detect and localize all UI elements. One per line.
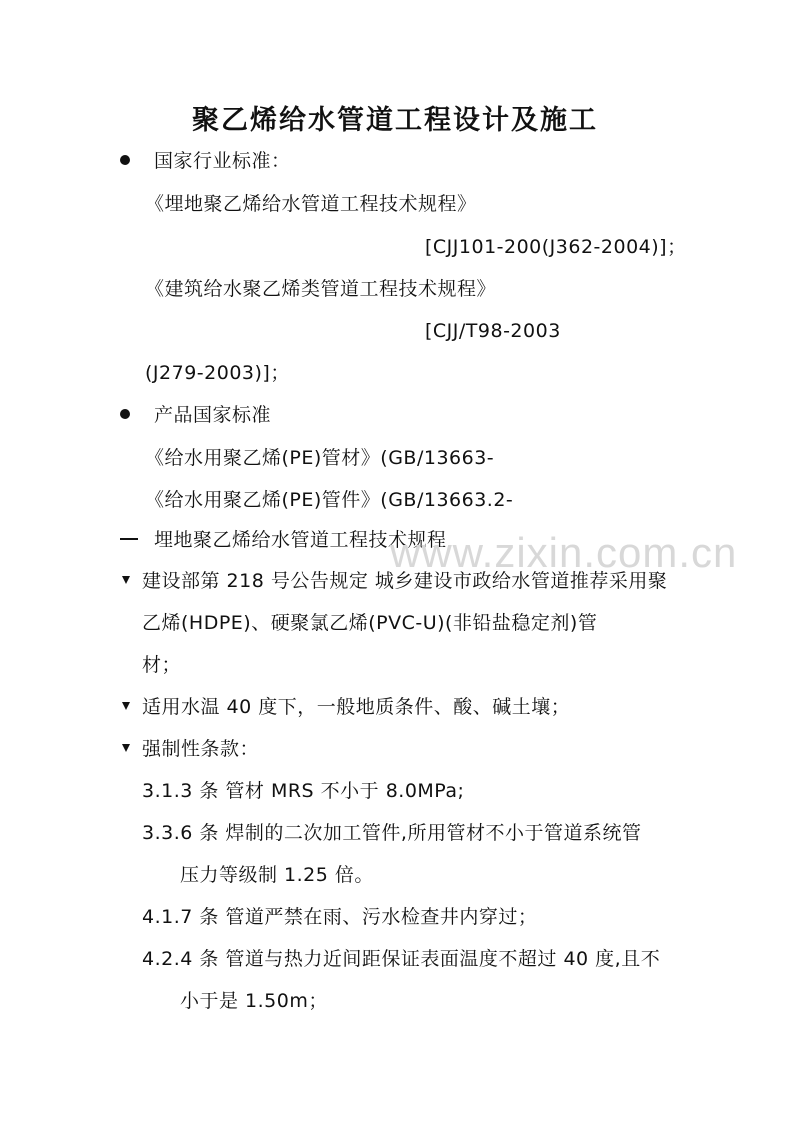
list-item bbox=[122, 736, 259, 762]
list-item-text: 建设部第 218 号公告规定 城乡建设市政给水管道推荐采用聚 bbox=[142, 570, 668, 592]
clause: 3.1.3 条 管材 MRS 不小于 8.0MPa; bbox=[142, 780, 465, 802]
list-item-text: 强制性条款： bbox=[142, 738, 260, 760]
clause: 4.2.4 条 管道与热力近间距保证表面温度不超过 40 度,且不 bbox=[142, 948, 661, 970]
bullet-product-standards bbox=[120, 402, 271, 428]
bullet-label: 国家行业标准： bbox=[154, 150, 291, 172]
watermark: www.zixin.com.cn bbox=[390, 529, 738, 576]
standard-code: [CJJ101-200(J362-2004)]； bbox=[425, 236, 687, 258]
product-standard: 《给水用聚乙烯(PE)管件》(GB/13663.2- bbox=[145, 489, 514, 511]
clause: 3.3.6 条 焊制的二次加工管件,所用管材不小于管道系统管 bbox=[142, 822, 642, 844]
page-title: 聚乙烯给水管道工程设计及施工 bbox=[192, 105, 598, 136]
bullet-label: 产品国家标准 bbox=[154, 404, 272, 426]
triangle-bullet-icon bbox=[122, 576, 130, 584]
list-item bbox=[122, 694, 570, 720]
bullet-dot-icon bbox=[120, 409, 130, 419]
bullet-national-standards bbox=[120, 148, 291, 174]
standard-name: 《建筑给水聚乙烯类管道工程技术规程》 bbox=[145, 278, 497, 300]
product-standard: 《给水用聚乙烯(PE)管材》(GB/13663- bbox=[145, 447, 495, 469]
section-heading-text: 埋地聚乙烯给水管道工程技术规程 bbox=[154, 529, 447, 551]
bullet-dot-icon bbox=[120, 155, 130, 165]
clause-continued: 小于是 1.50m； bbox=[180, 990, 328, 1012]
list-item-continued: 乙烯(HDPE)、硬聚氯乙烯(PVC-U)(非铅盐稳定剂)管 bbox=[142, 612, 598, 634]
list-item-text: 适用水温 40 度下，一般地质条件、酸、碱土壤； bbox=[142, 696, 571, 718]
standard-code: [CJJ/T98-2003 bbox=[425, 320, 561, 342]
list-item-continued: 材； bbox=[142, 654, 182, 676]
clause-continued: 压力等级制 1.25 倍。 bbox=[180, 864, 374, 886]
triangle-bullet-icon bbox=[122, 744, 130, 752]
dash-icon bbox=[120, 538, 138, 540]
triangle-bullet-icon bbox=[122, 702, 130, 710]
clause: 4.1.7 条 管道严禁在雨、污水检查井内穿过； bbox=[142, 906, 538, 928]
standard-code-continued: (J279-2003)]； bbox=[145, 362, 290, 384]
standard-name: 《埋地聚乙烯给水管道工程技术规程》 bbox=[145, 193, 477, 215]
